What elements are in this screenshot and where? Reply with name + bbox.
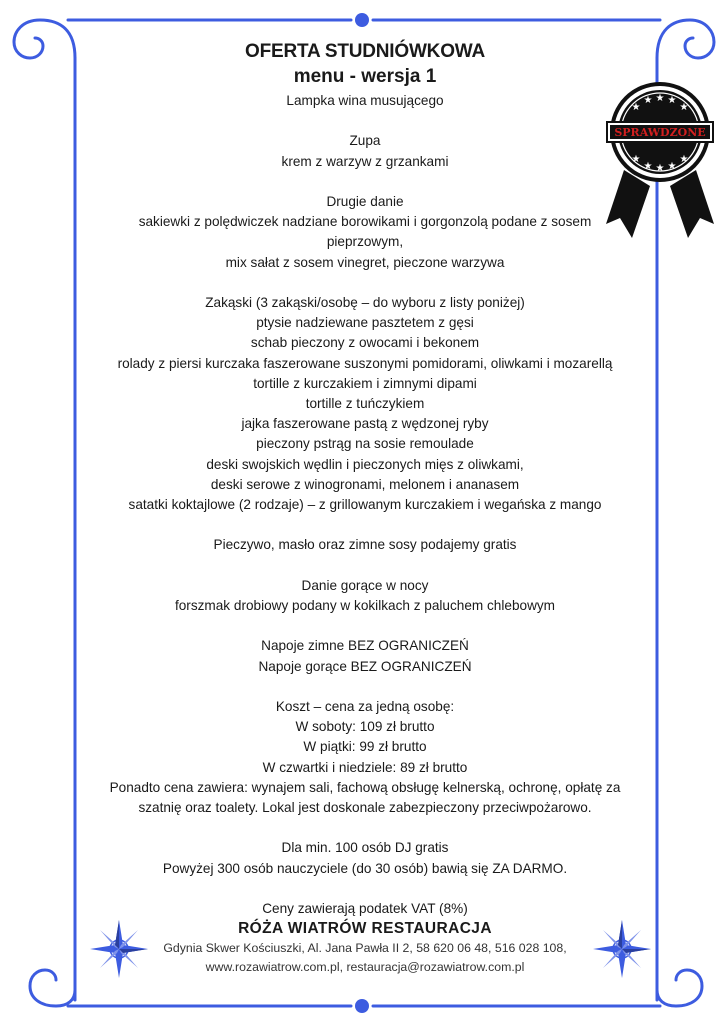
night-dish-heading: Danie gorące w nocy	[301, 577, 429, 593]
compass-rose-icon	[88, 918, 150, 980]
restaurant-address: Gdynia Skwer Kościuszki, Al. Jana Pawła II 2, 58 620 06 48, 516 028 108,	[163, 941, 567, 956]
appetizer-item: deski swojskich wędlin i pieczonych mięs z oliwkami,	[206, 456, 524, 472]
svg-text:★: ★	[643, 161, 653, 172]
svg-text:★: ★	[667, 95, 677, 106]
main-course-item: sakiewki z polędwiczek nadziane borowikami i gorgonzolą podane z sosem pieprzowym,	[138, 214, 592, 250]
price-friday: W piątki: 99 zł brutto	[303, 739, 427, 755]
appetizer-item: jajka faszerowane pastą z wędzonej ryby	[241, 416, 489, 432]
appetizer-item: schab pieczony z owocami i bekonem	[250, 335, 480, 351]
restaurant-name: RÓŻA WIATRÓW RESTAURACJA	[238, 920, 492, 938]
menu-content	[90, 40, 640, 977]
price-includes: Ponadto cena zawiera: wynajem sali, fachową obsługę kelnerską, ochronę, opłatę za	[109, 779, 621, 795]
badge-label: SPRAWDZONE	[614, 126, 706, 139]
main-course-sides: mix sałat z sosem vinegret, pieczone warzywa	[225, 254, 505, 270]
cold-drinks: Napoje zimne BEZ OGRANICZEŃ	[261, 638, 469, 654]
bread-note: Pieczywo, masło oraz zimne sosy podajemy gratis	[213, 537, 517, 553]
dj-note: Dla min. 100 osób DJ gratis	[281, 840, 449, 856]
svg-text:★: ★	[655, 93, 665, 104]
page-title: OFERTA STUDNIÓWKOWA	[244, 41, 485, 62]
pricing-heading: Koszt – cena za jedną osobę:	[275, 698, 455, 714]
soup-heading: Zupa	[349, 133, 381, 149]
svg-text:★: ★	[655, 163, 665, 174]
svg-text:★: ★	[631, 102, 641, 113]
main-course-heading: Drugie danie	[326, 193, 404, 209]
soup-item: krem z warzyw z grzankami	[281, 153, 449, 169]
svg-text:★: ★	[679, 102, 689, 113]
vat-note: Ceny zawierają podatek VAT (8%)	[262, 900, 468, 916]
night-dish-item: forszmak drobiowy podany w kokilkach z paluchem chlebowym	[174, 598, 556, 613]
teachers-note: Powyżej 300 osób nauczyciele (do 30 osób) bawią się ZA DARMO.	[162, 860, 568, 876]
price-thursday-sunday: W czwartki i niedziele: 89 zł brutto	[262, 759, 468, 775]
appetizer-item: ptysie nadziewane pasztetem z gęsi	[256, 315, 474, 331]
restaurant-contact: www.rozawiatrow.com.pl, restauracja@rozawiatrow.com.pl	[205, 960, 525, 975]
appetizer-item: satatki koktajlowe (2 rodzaje) – z grillowanym kurczakiem i wegańska z mango	[128, 497, 602, 513]
price-saturday: W soboty: 109 zł brutto	[295, 719, 435, 735]
appetizer-item: tortille z kurczakiem i zimnymi dipami	[253, 375, 477, 391]
price-includes-cont: szatnię oraz toalety. Lokal jest doskonale zabezpieczony przeciwpożarowo.	[138, 800, 592, 815]
svg-text:★: ★	[679, 154, 689, 165]
appetizer-item: rolady z piersi kurczaka faszerowane suszonymi pomidorami, oliwkami i mozarellą	[117, 355, 613, 371]
hot-drinks: Napoje gorące BEZ OGRANICZEŃ	[258, 658, 472, 674]
compass-rose-icon	[591, 918, 653, 980]
svg-text:★: ★	[631, 154, 641, 165]
appetizer-item: deski serowe z winogronami, melonem i ananasem	[210, 476, 520, 492]
page-subtitle: menu - wersja 1	[293, 66, 437, 87]
appetizer-item: tortille z tuńczykiem	[305, 396, 425, 411]
svg-text:★: ★	[667, 161, 677, 172]
appetizers-heading: Zakąski (3 zakąski/osobę – do wyboru z listy poniżej)	[205, 294, 525, 310]
svg-text:★: ★	[643, 95, 653, 106]
award-ribbon-icon	[602, 78, 718, 258]
welcome-drink: Lampka wina musującego	[286, 93, 444, 108]
appetizer-item: pieczony pstrąg na sosie remoulade	[256, 436, 474, 452]
